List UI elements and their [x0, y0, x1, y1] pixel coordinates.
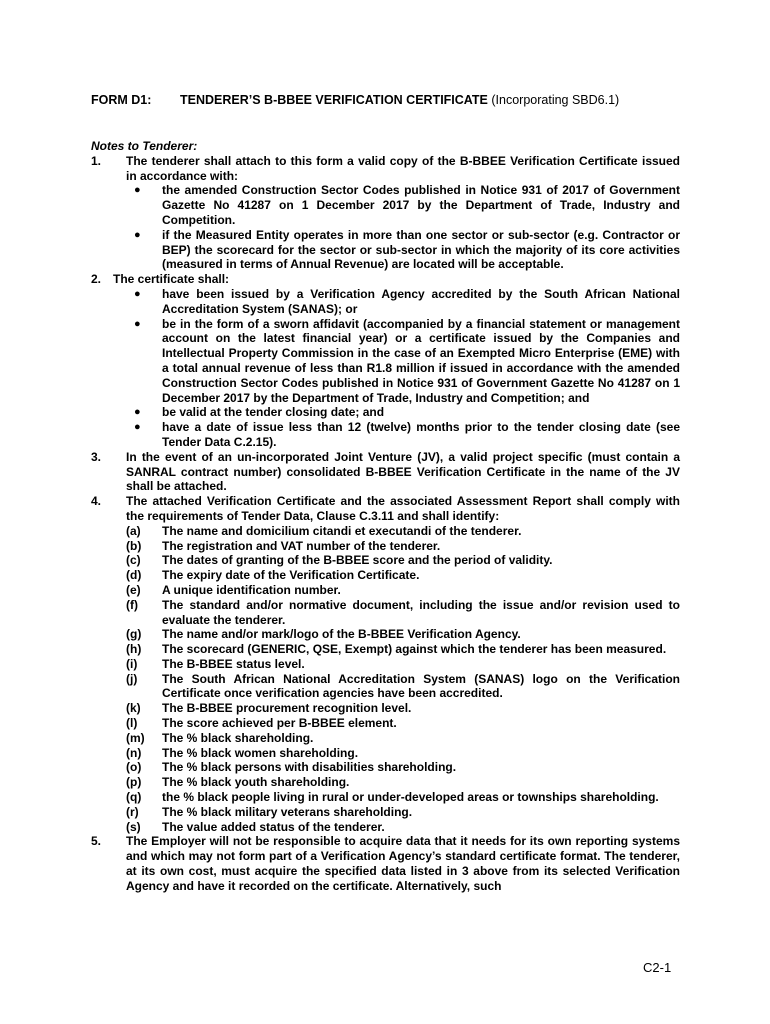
sub-item-c	[91, 553, 680, 568]
notes-title: Notes to Tenderer:	[91, 139, 198, 153]
sub-letter: (i)	[126, 656, 138, 671]
bullet-text: if the Measured Entity operates in more than one sector or sub-sector (e.g. Contractor or BEP) the scorecard for the sector or sub-sector in which the majority of its core activities (measured in terms of Annual Revenue) are located will be acceptable.	[162, 227, 680, 272]
sub-letter: (n)	[126, 745, 142, 760]
bullet-text: be in the form of a sworn affidavit (accompanied by a financial statement or management account on the latest financial year) or a certificate issued by the Companies and Intellectual Property Commission in the case of an Exempted Micro Enterprise (EME) with a total annual revenue of less than R1.8 million if issued in accordance with the amended Construction Sector Codes published in Notice 931 of Government Gazette No 41287 on 1 December 2017 by the Department of Trade, Industry and Competition; and	[162, 316, 680, 405]
bullet-text: be valid at the tender closing date; and	[162, 405, 385, 420]
bullet-text: have a date of issue less than 12 (twelve) months prior to the tender closing date (see Tender Data C.2.15).	[162, 420, 680, 449]
note-number: 4.	[91, 494, 102, 509]
note-number: 3.	[91, 449, 102, 464]
form-title: TENDERER’S B-BBEE VERIFICATION CERTIFICATE	[180, 93, 488, 107]
sub-letter: (p)	[126, 775, 142, 790]
notes-body	[91, 139, 680, 894]
sub-item-n	[91, 746, 680, 761]
sub-text: The name and/or mark/logo of the B-BBEE Verification Agency.	[162, 627, 521, 642]
sub-item-g	[91, 627, 680, 642]
sub-item-i	[91, 657, 680, 672]
sub-text: A unique identification number.	[162, 582, 341, 597]
sub-item-d	[91, 568, 680, 583]
sub-letter: (f)	[126, 597, 138, 612]
sub-letter: (g)	[126, 627, 142, 642]
sub-text: The scorecard (GENERIC, QSE, Exempt) against which the tenderer has been measured.	[162, 642, 667, 657]
sub-text: The % black youth shareholding.	[162, 775, 350, 790]
sub-text: The registration and VAT number of the tenderer.	[162, 538, 441, 553]
form-incorporating: (Incorporating SBD6.1)	[491, 93, 620, 107]
bullet-item	[91, 287, 680, 317]
sub-item-f	[91, 598, 680, 628]
sub-item-k	[91, 701, 680, 716]
page-number: C2-1	[643, 960, 672, 975]
note-text: The certificate shall:	[113, 272, 230, 287]
sub-text: The expiry date of the Verification Certificate.	[162, 568, 420, 583]
sub-letter: (e)	[126, 582, 141, 597]
form-header	[91, 93, 619, 107]
sub-letter: (b)	[126, 538, 142, 553]
sub-letter: (s)	[126, 819, 141, 834]
sub-item-l	[91, 716, 680, 731]
sub-letter: (k)	[126, 701, 141, 716]
sub-text: The score achieved per B-BBEE element.	[162, 716, 397, 731]
sub-text: The % black persons with disabilities shareholding.	[162, 760, 457, 775]
sub-text: The South African National Accreditation System (SANAS) logo on the Verification Certificate once verification agencies have been accredited.	[162, 671, 680, 701]
sub-text: The % black military veterans shareholding.	[162, 804, 413, 819]
sub-item-m	[91, 731, 680, 746]
sub-text: The B-BBEE status level.	[162, 656, 305, 671]
sub-text: the % black people living in rural or under-developed areas or townships shareholding.	[162, 790, 659, 805]
sub-item-e	[91, 583, 680, 598]
sub-letter: (l)	[126, 716, 138, 731]
sub-letter: (m)	[126, 730, 145, 745]
note-number: 5.	[91, 834, 102, 849]
bullet-item	[91, 183, 680, 227]
sub-item-a	[91, 524, 680, 539]
bullet-text: the amended Construction Sector Codes published in Notice 931 of 2017 of Government Gazette No 41287 on 1 December 2017 by the Department of Trade, Industry and Competition.	[162, 183, 680, 227]
note-text: The tenderer shall attach to this form a valid copy of the B-BBEE Verification Certificate issued in accordance with:	[126, 153, 680, 183]
note-item-1	[91, 154, 680, 272]
sub-letter: (o)	[126, 760, 142, 775]
sub-item-s	[91, 820, 680, 835]
bullet-item	[91, 405, 680, 420]
sub-letter: (j)	[126, 671, 138, 686]
sub-letter: (c)	[126, 553, 141, 568]
bullet-icon: ●	[134, 228, 141, 241]
sub-item-j	[91, 672, 680, 702]
sub-text: The value added status of the tenderer.	[162, 819, 385, 834]
note-item-5	[91, 834, 680, 893]
note-number: 2.	[91, 272, 102, 287]
note-item-3	[91, 450, 680, 494]
sub-text: The B-BBEE procurement recognition level.	[162, 701, 412, 716]
bullet-icon: ●	[134, 287, 141, 300]
note-number: 1.	[91, 153, 102, 168]
bullet-icon: ●	[134, 406, 141, 419]
bullet-item	[91, 420, 680, 450]
note-item-4	[91, 494, 680, 834]
sub-text: The % black shareholding.	[162, 730, 314, 745]
note-item-2	[91, 272, 680, 450]
bullet-item	[91, 228, 680, 272]
form-label: FORM D1:	[91, 93, 152, 107]
sub-letter: (d)	[126, 568, 142, 583]
sub-item-b	[91, 539, 680, 554]
sub-text: The dates of granting of the B-BBEE score and the period of validity.	[162, 553, 553, 568]
sub-text: The % black women shareholding.	[162, 745, 359, 760]
sub-item-q	[91, 790, 680, 805]
sub-letter: (r)	[126, 804, 139, 819]
sub-item-o	[91, 760, 680, 775]
note-text: The attached Verification Certificate and the associated Assessment Report shall comply with the requirements of Tender Data, Clause C.3.11 and shall identify:	[126, 494, 680, 523]
sub-item-p	[91, 775, 680, 790]
bullet-icon: ●	[134, 317, 141, 330]
sub-letter: (h)	[126, 642, 142, 657]
bullet-icon: ●	[134, 421, 141, 434]
sub-letter: (q)	[126, 790, 142, 805]
note-text: In the event of an un-incorporated Joint Venture (JV), a valid project specific (must contain a SANRAL contract number) consolidated B-BBEE Verification Certificate in the name of the JV shall be attached.	[126, 449, 680, 494]
sub-text: The name and domicilium citandi et executandi of the tenderer.	[162, 523, 522, 538]
sub-item-r	[91, 805, 680, 820]
bullet-item	[91, 317, 680, 406]
sub-text: The standard and/or normative document, including the issue and/or revision used to evaluate the tenderer.	[162, 597, 680, 627]
note-text: The Employer will not be responsible to acquire data that it needs for its own reporting systems and which may not form part of a Verification Agency’s standard certificate format. The tenderer, at its own cost, must acquire the specified data listed in 3 above from its selected Verification Agency and have it recorded on the certificate. Alternatively, such	[126, 834, 680, 893]
bullet-icon: ●	[134, 184, 141, 197]
sub-item-h	[91, 642, 680, 657]
sub-letter: (a)	[126, 523, 141, 538]
bullet-text: have been issued by a Verification Agency accredited by the South African National Accreditation System (SANAS); or	[162, 286, 680, 316]
